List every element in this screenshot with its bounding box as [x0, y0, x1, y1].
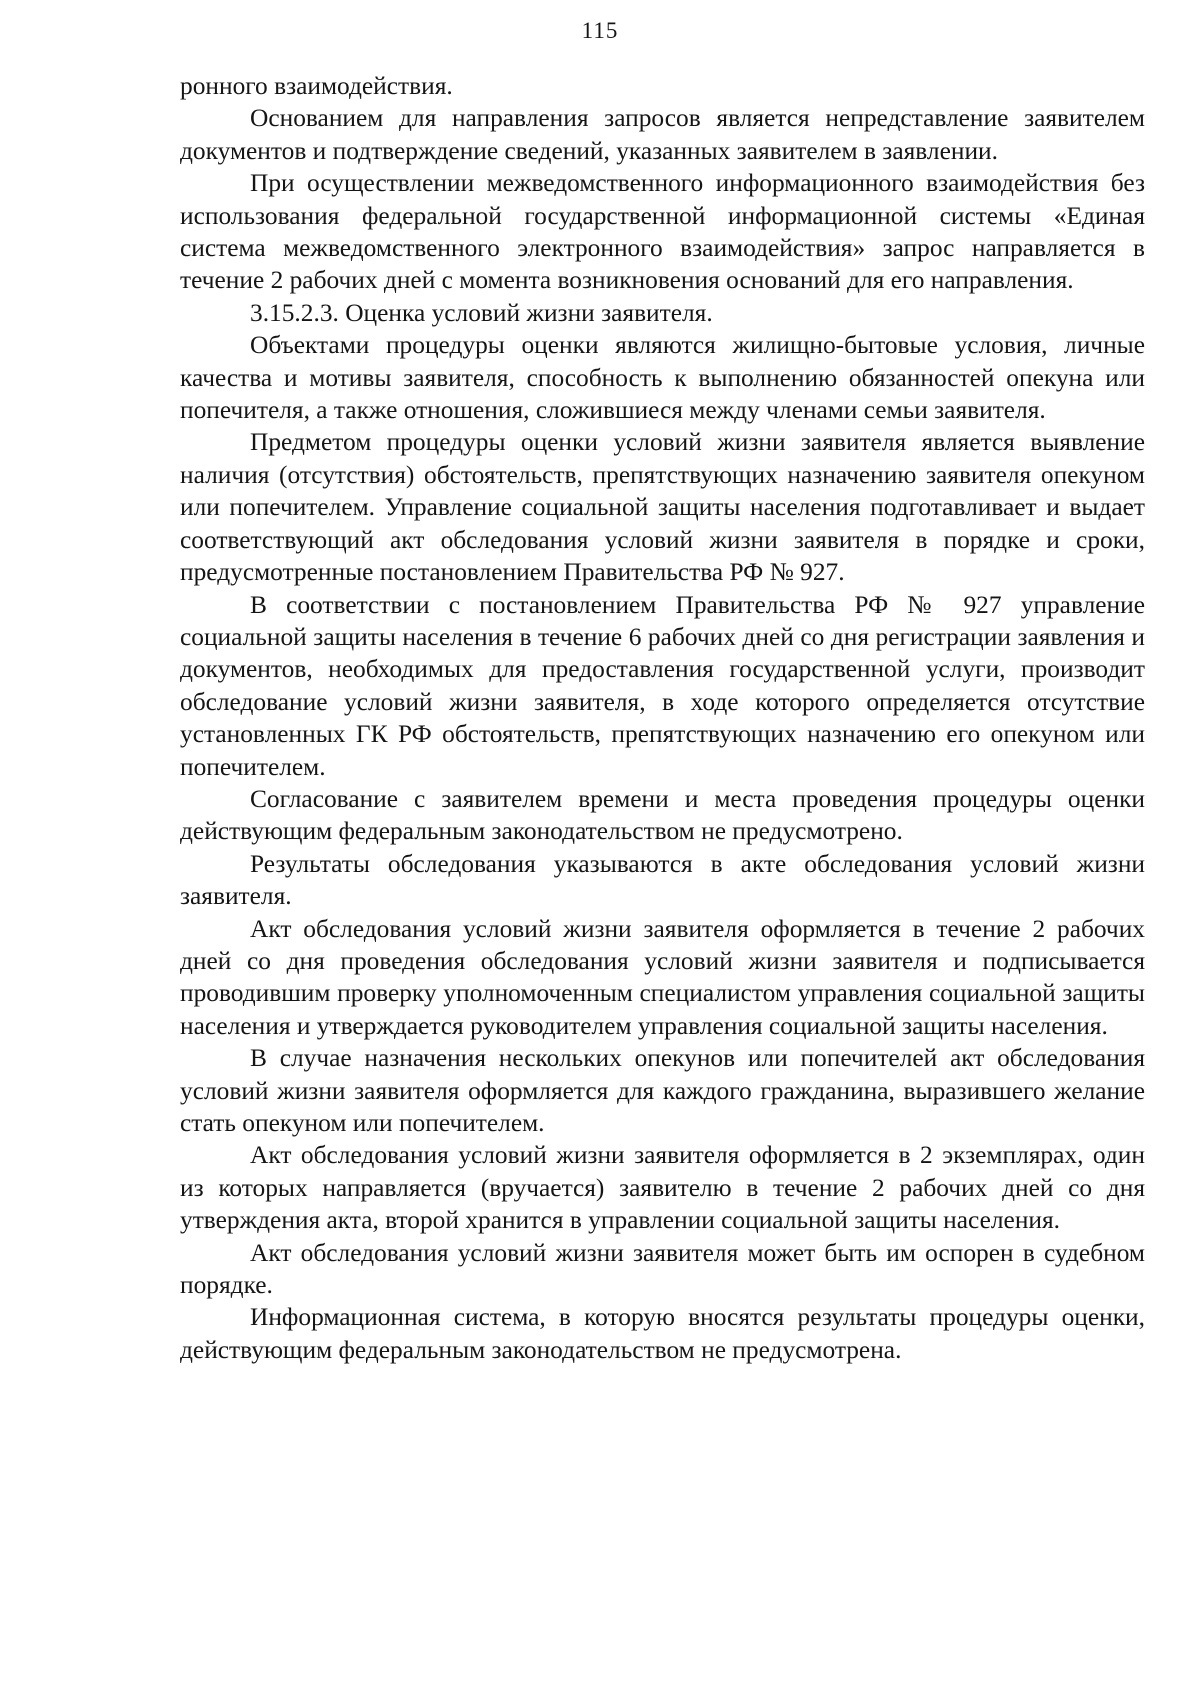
- paragraph: Акт обследования условий жизни заявителя оформляется в 2 экземплярах, один из которых направляется (вручается) заявителю в течение 2 рабочих дней со дня утверждения акта, второй хранится в управлении социальной защиты населения.: [180, 1141, 1145, 1235]
- paragraph: Объектами процедуры оценки являются жилищно-бытовые условия, личные качества и мотивы заявителя, способность к выполнению обязанностей опекуна или попечителя, а также отношения, сложившиеся между членами семьи заявителя.: [180, 331, 1145, 425]
- paragraph: При осуществлении межведомственного информационного взаимодействия без использования федеральной государственной информационной системы «Единая система межведомственного электронного взаимодействия» запрос направляется в течение 2 рабочих дней с момента возникновения оснований для его направления.: [180, 169, 1145, 295]
- paragraph-continuation: ронного взаимодействия.: [180, 72, 453, 100]
- paragraph: В соответствии с постановлением Правительства РФ № 927 управление социальной защиты населения в течение 6 рабочих дней со дня регистрации заявления и документов, необходимых для предоставления государственной услуги, производит обследование условий жизни заявителя, в ходе которого определяется отсутствие установленных ГК РФ обстоятельств, препятствующих назначению его опекуном или попечителем.: [180, 590, 1145, 781]
- paragraph: Акт обследования условий жизни заявителя может быть им оспорен в судебном порядке.: [180, 1238, 1145, 1300]
- document-body: [180, 70, 1145, 1366]
- paragraph: В случае назначения нескольких опекунов или попечителей акт обследования условий жизни заявителя оформляется для каждого гражданина, выразившего желание стать опекуном или попечителем.: [180, 1044, 1145, 1137]
- paragraph: Предметом процедуры оценки условий жизни заявителя является выявление наличия (отсутствия) обстоятельств, препятствующих назначению заявителя опекуном или попечителем. Управление социальной защиты населения подготавливает и выдает соответствующий акт обследования условий жизни заявителя в порядке и сроки, предусмотренные постановлением Правительства РФ № 927.: [180, 428, 1145, 587]
- paragraph: Согласование с заявителем времени и места проведения процедуры оценки действующим федеральным законодательством не предусмотрено.: [180, 784, 1145, 846]
- paragraph: Основанием для направления запросов является непредставление заявителем документов и подтверждение сведений, указанных заявителем в заявлении.: [180, 104, 1145, 165]
- section-heading: 3.15.2.3. Оценка условий жизни заявителя.: [250, 298, 713, 327]
- paragraph: Результаты обследования указываются в акте обследования условий жизни заявителя.: [180, 849, 1145, 911]
- paragraph: Информационная система, в которую вносятся результаты процедуры оценки, действующим федеральным законодательством не предусмотрена.: [180, 1303, 1145, 1364]
- paragraph: Акт обследования условий жизни заявителя оформляется в течение 2 рабочих дней со дня проведения обследования условий жизни заявителя и подписывается проводившим проверку уполномоченным специалистом управления социальной защиты населения и утверждается руководителем управления социальной защиты населения.: [180, 914, 1145, 1040]
- page-number: 115: [581, 18, 619, 43]
